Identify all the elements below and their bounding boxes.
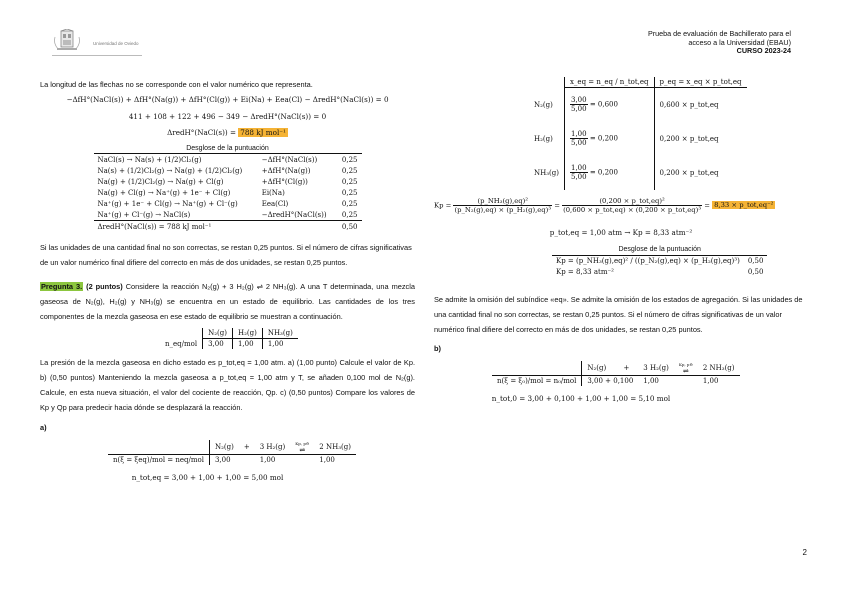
table-row: Na⁺(g) + Cl⁻(g) → NaCl(s) −ΔredH°(NaCl(s)) 0,25 xyxy=(97,210,358,219)
table-row: Na(g) + Cl(g) → Na⁺(g) + 1e⁻ + Cl(g) Ei(Na) 0,25 xyxy=(97,188,358,197)
table-row: ΔredH°(NaCl(s)) = 788 kJ mol⁻¹ 0,50 xyxy=(94,221,362,233)
table-row: NaCl(s) → Na(s) + (1/2)Cl₂(g) −ΔfH°(NaCl(s)) 0,25 xyxy=(97,155,358,164)
born-haber-equation: −ΔfH°(NaCl(s)) + ΔfH°(Na(g)) + ΔfH°(Cl(g)) + Ei(Na) + Eea(Cl) − ΔredH°(NaCl(s)) = 0 xyxy=(66,95,389,104)
kp-result-highlight: 8,33 × p_tot,eq⁻² xyxy=(714,201,774,209)
total-moles-eq-b: n_tot,0 = 3,00 + 0,100 + 1,00 + 1,00 = 5,10 mol xyxy=(491,393,671,403)
table-row: Na(g) + (1/2)Cl₂(g) → Na(g) + Cl(g) +ΔfH°(Cl(g)) 0,25 xyxy=(97,177,358,186)
note-units-1: Si las unidades de una cantidad final no son correctas, se restan 0,25 puntos. Si el número de cifras significativas de un valor numérico final difiere del correcto en más de dos unidades, se restan 0,25 puntos. xyxy=(40,243,412,267)
score-table-2 xyxy=(552,245,767,278)
kp-final: p_tot,eq = 1,00 atm → Kp = 8,33 atm⁻² xyxy=(549,227,693,237)
header-line-3: CURSO 2023-24 xyxy=(736,46,791,56)
score-title: Desglose de la puntuación xyxy=(94,143,362,154)
equilibrium-table: N₂(g) H₂(g) NH₃(g) n_eq/mol 3,00 1,00 1,00 xyxy=(160,328,298,349)
table-row: n_eq/mol 3,00 1,00 1,00 xyxy=(160,339,298,350)
question-points: (2 puntos) xyxy=(86,282,123,291)
reaction-table-a: N₂(g) + 3 H₂(g) Kp, p⊖ ⇌ 2 NH₃(g) n(ξ = ξeq)/mol = neq/mol 3,00 1,00 1,00 xyxy=(108,440,356,465)
table-row: n(ξ = ξ₀)/mol = n₀/mol 3,00 + 0,100 1,00 1,00 xyxy=(492,375,740,386)
table-row: Na⁺(g) + 1e⁻ + Cl(g) → Na⁺(g) + Cl⁻(g) Eea(Cl) 0,25 xyxy=(97,199,358,208)
question-3 xyxy=(40,279,415,324)
question-text: Considere la reacción N₂(g) + 3 H₂(g) ⇌ 2 NH₃(g). A una T determinada, una mezcla gaseosa de N₂(g), H₂(g) y NH₃(g) se encuentra en un estado de equilibrio. Las cantidades de los tres componentes de la mezcla gaseosa en ese estado de equilibrio se muestran a continuación. xyxy=(40,282,415,321)
intro-text: La longitud de las flechas no se corresponde con el valor numérico que representa. xyxy=(40,80,313,89)
kp-expression: Kp = $\frac{\text{(p\_NH₃(g),eq)²}}{\text{(p\_N₂(g),eq) × (p\_H₂(g),eq)³}}$ = $\frac{\text{(0,200 × p\_tot,eq)²}}{\text{(0,600 × p\_tot,eq) × (0,200 × p\_tot,eq)³}}$ = 8,33 × p_tot,eq⁻² xyxy=(434,196,774,214)
university-crest-logo xyxy=(52,29,82,53)
header-line-2: acceso a la Universidad (EBAU) xyxy=(688,37,791,47)
reaction-table-b: N₂(g) + 3 H₂(g) Kp, p⊖ ⇌ 2 NH₃(g) n(ξ = ξ₀)/mol = n₀/mol 3,00 + 0,100 1,00 1,00 xyxy=(492,361,740,386)
table-row: Kp = 8,33 atm⁻² 0,50 xyxy=(556,268,764,276)
score-table-1 xyxy=(94,143,362,232)
table-row: n(ξ = ξeq)/mol = neq/mol 3,00 1,00 1,00 xyxy=(108,455,356,466)
part-a-label: a) xyxy=(40,423,47,432)
exam-header xyxy=(648,30,791,56)
question-label: Pregunta 3. xyxy=(41,282,83,291)
table-row: N₂(g) $\frac{3,00}{5,00}$ = 0,600 0,600 × p_tot,eq xyxy=(529,88,747,122)
numeric-equation: 411 + 108 + 122 + 496 − 349 − ΔredH°(NaCl(s)) = 0 xyxy=(128,112,327,121)
header-rule xyxy=(52,55,142,56)
left-column xyxy=(40,77,415,482)
logo-text: Universidad de Oviedo xyxy=(93,41,139,46)
page-number: 2 xyxy=(802,548,807,557)
table-row: Kp = (p_NH₃(g),eq)² / ((p_N₂(g),eq) × (p_H₂(g),eq)³) 0,50 xyxy=(556,257,764,265)
right-column xyxy=(434,77,808,403)
table-row: H₂(g) $\frac{1,00}{5,00}$ = 0,200 0,200 × p_tot,eq xyxy=(529,122,747,156)
score-title-2: Desglose de la puntuación xyxy=(552,245,767,256)
question-3-parts: La presión de la mezcla gaseosa en dicho estado es p_tot,eq = 1,00 atm. a) (1,00 punto) Calcule el valor de Kp. b) (0,50 puntos) Manteniendo la mezcla gaseosa a p_tot,eq = 1,00 atm y T, se añaden 0,100 mol de N₂(g). Calcule, en esta nueva situación, el valor del cociente de reacción, Qp. c) (0,50 puntos) Compare los valores de Kp y Qp para predecir hacia dónde se desplazará la reacción. xyxy=(40,358,415,412)
header-line-1: Prueba de evaluación de Bachillerato para el xyxy=(647,29,791,38)
table-row: Na(s) + (1/2)Cl₂(g) → Na(g) + (1/2)Cl₂(g) +ΔfH°(Na(g)) 0,25 xyxy=(97,166,358,175)
note-units-2: Se admite la omisión del subíndice «eq». Se admite la omisión de los estados de agregación. Si las unidades de una cantidad final no son correctas, se restan 0,25 puntos. Si el número de cifras significativas de un valor numérico final difiere del correcto en más de dos unidades, se restan 0,25 puntos. xyxy=(434,294,803,334)
table-row: NH₃(g) $\frac{1,00}{5,00}$ = 0,200 0,200 × p_tot,eq xyxy=(529,156,747,190)
mole-fraction-table: x_eq = n_eq / n_tot,eq p_eq = x_eq × p_tot,eq N₂(g) $\frac{3,00}{5,00}$ = 0,600 0,600 × p_tot,eq H₂(g) $\frac{1,00}{5,00}$ = 0,200 0,200 × p_tot,eq NH₃(g) $\frac{1,00}{5,00}$ = 0,200 0,200 × p_tot,eq xyxy=(529,77,747,190)
result-equation: ΔredH°(NaCl(s)) = 788 kJ mol⁻¹ xyxy=(167,128,286,137)
result-highlight: 788 kJ mol⁻¹ xyxy=(240,128,286,137)
part-b-label: b) xyxy=(434,343,441,353)
total-moles-eq: n_tot,eq = 3,00 + 1,00 + 1,00 = 5,00 mol xyxy=(131,473,284,482)
